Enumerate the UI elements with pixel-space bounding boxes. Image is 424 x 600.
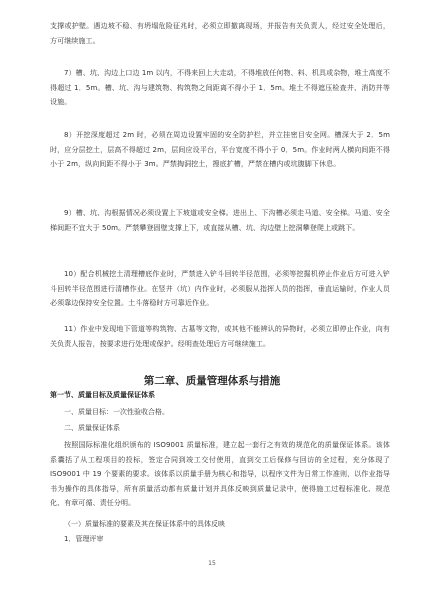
paragraph-item-9: 9）槽、坑、沟根据情况必须设置上下坡道或安全梯。进出上、下沟槽必须走马道、安全梯。马道、安全梯间距不宜大于 50m。严禁攀登固壁支撑上下，或直接从槽、坑、沟边壁上挖洞攀登爬上或跳下。 bbox=[50, 209, 390, 232]
paragraph-continuation: 支撑或护壁。遇边坡不稳、有坍塌危险征兆时，必须立即撤离现场，并报告有关负责人，经过安全处理后，方可继续施工。 bbox=[50, 22, 390, 45]
subitem-heading: 1．管理评审 bbox=[64, 535, 104, 543]
page-number: 15 bbox=[208, 560, 216, 567]
quality-goal: 一、质量目标：一次性验收合格。 bbox=[64, 408, 169, 416]
paragraph-item-11: 11）作业中发现地下管道等构筑物、古墓等文物，或其他不能辨认的异物时，必须立即停止作业，向有关负责人报告，按要求进行处理或保护。经明查处理后方可继续施工。 bbox=[50, 325, 390, 348]
subsection-heading: （一）质量标准的要素及其在保证体系中的具体反映 bbox=[64, 520, 225, 528]
chapter-title: 第二章、质量管理体系与措施 bbox=[143, 375, 281, 387]
paragraph-item-10: 10）配合机械挖土清理槽底作业时，严禁进入铲斗回转半径范围，必须等挖掘机停止作业后方可进入铲斗回转半径范围进行清槽作业。在竖井（坑）内作业时，必须服从指挥人员的指挥，垂直运输时，作业人员必须靠边保持安全位置。土斗落稳时方可靠近作业。 bbox=[50, 270, 390, 307]
paragraph-item-7: 7）槽、坑、沟边上口边 1m 以内，不得来回上大走动，不得堆放任何物、料、机具或杂物，堆土高度不得超过 1．5m。槽、坑、沟与建筑物、构筑物之间距离不得小于 1．5m。堆土不得遮压检查井、消防井等设施。 bbox=[50, 69, 390, 106]
body-paragraph: 按照国际标准化组织颁布的 ISO9001 质量标准，建立起一套行之有效的规范化的质量保证体系。该体系囊括了从工程项目的投标，签定合同到竣工交付使用，直到交工后保修与回访的全过程，充分体现了 ISO9001 中 19 个要素的要求。该体系以质量手册为核心和指导，以程序文件为日常工作准则，以作业指导书为操作的具体指导，所有质量活动都有质量计划并具体反映到质量记录中，使得施工过程标准化、规范化、有章可循、责任分明。 bbox=[50, 441, 390, 507]
section-title: 第一节、质量目标及质量保证体系 bbox=[50, 391, 155, 399]
paragraph-item-8: 8）开挖深度超过 2m 时，必须在周边设置牢固的安全防护栏，并立挂密目安全网。槽深大于 2．5m 时，应分层挖土，层高不得超过 2m，层间应设平台，平台宽度不得小于 0．5m。作业时两人横向间距不得小于 2m，纵向间距不得小于 3m。严禁掏洞挖土，搜底扩槽，严禁在槽内或坑腹脚下休息。 bbox=[50, 131, 390, 168]
quality-system-heading: 二、质量保证体系 bbox=[64, 424, 120, 432]
